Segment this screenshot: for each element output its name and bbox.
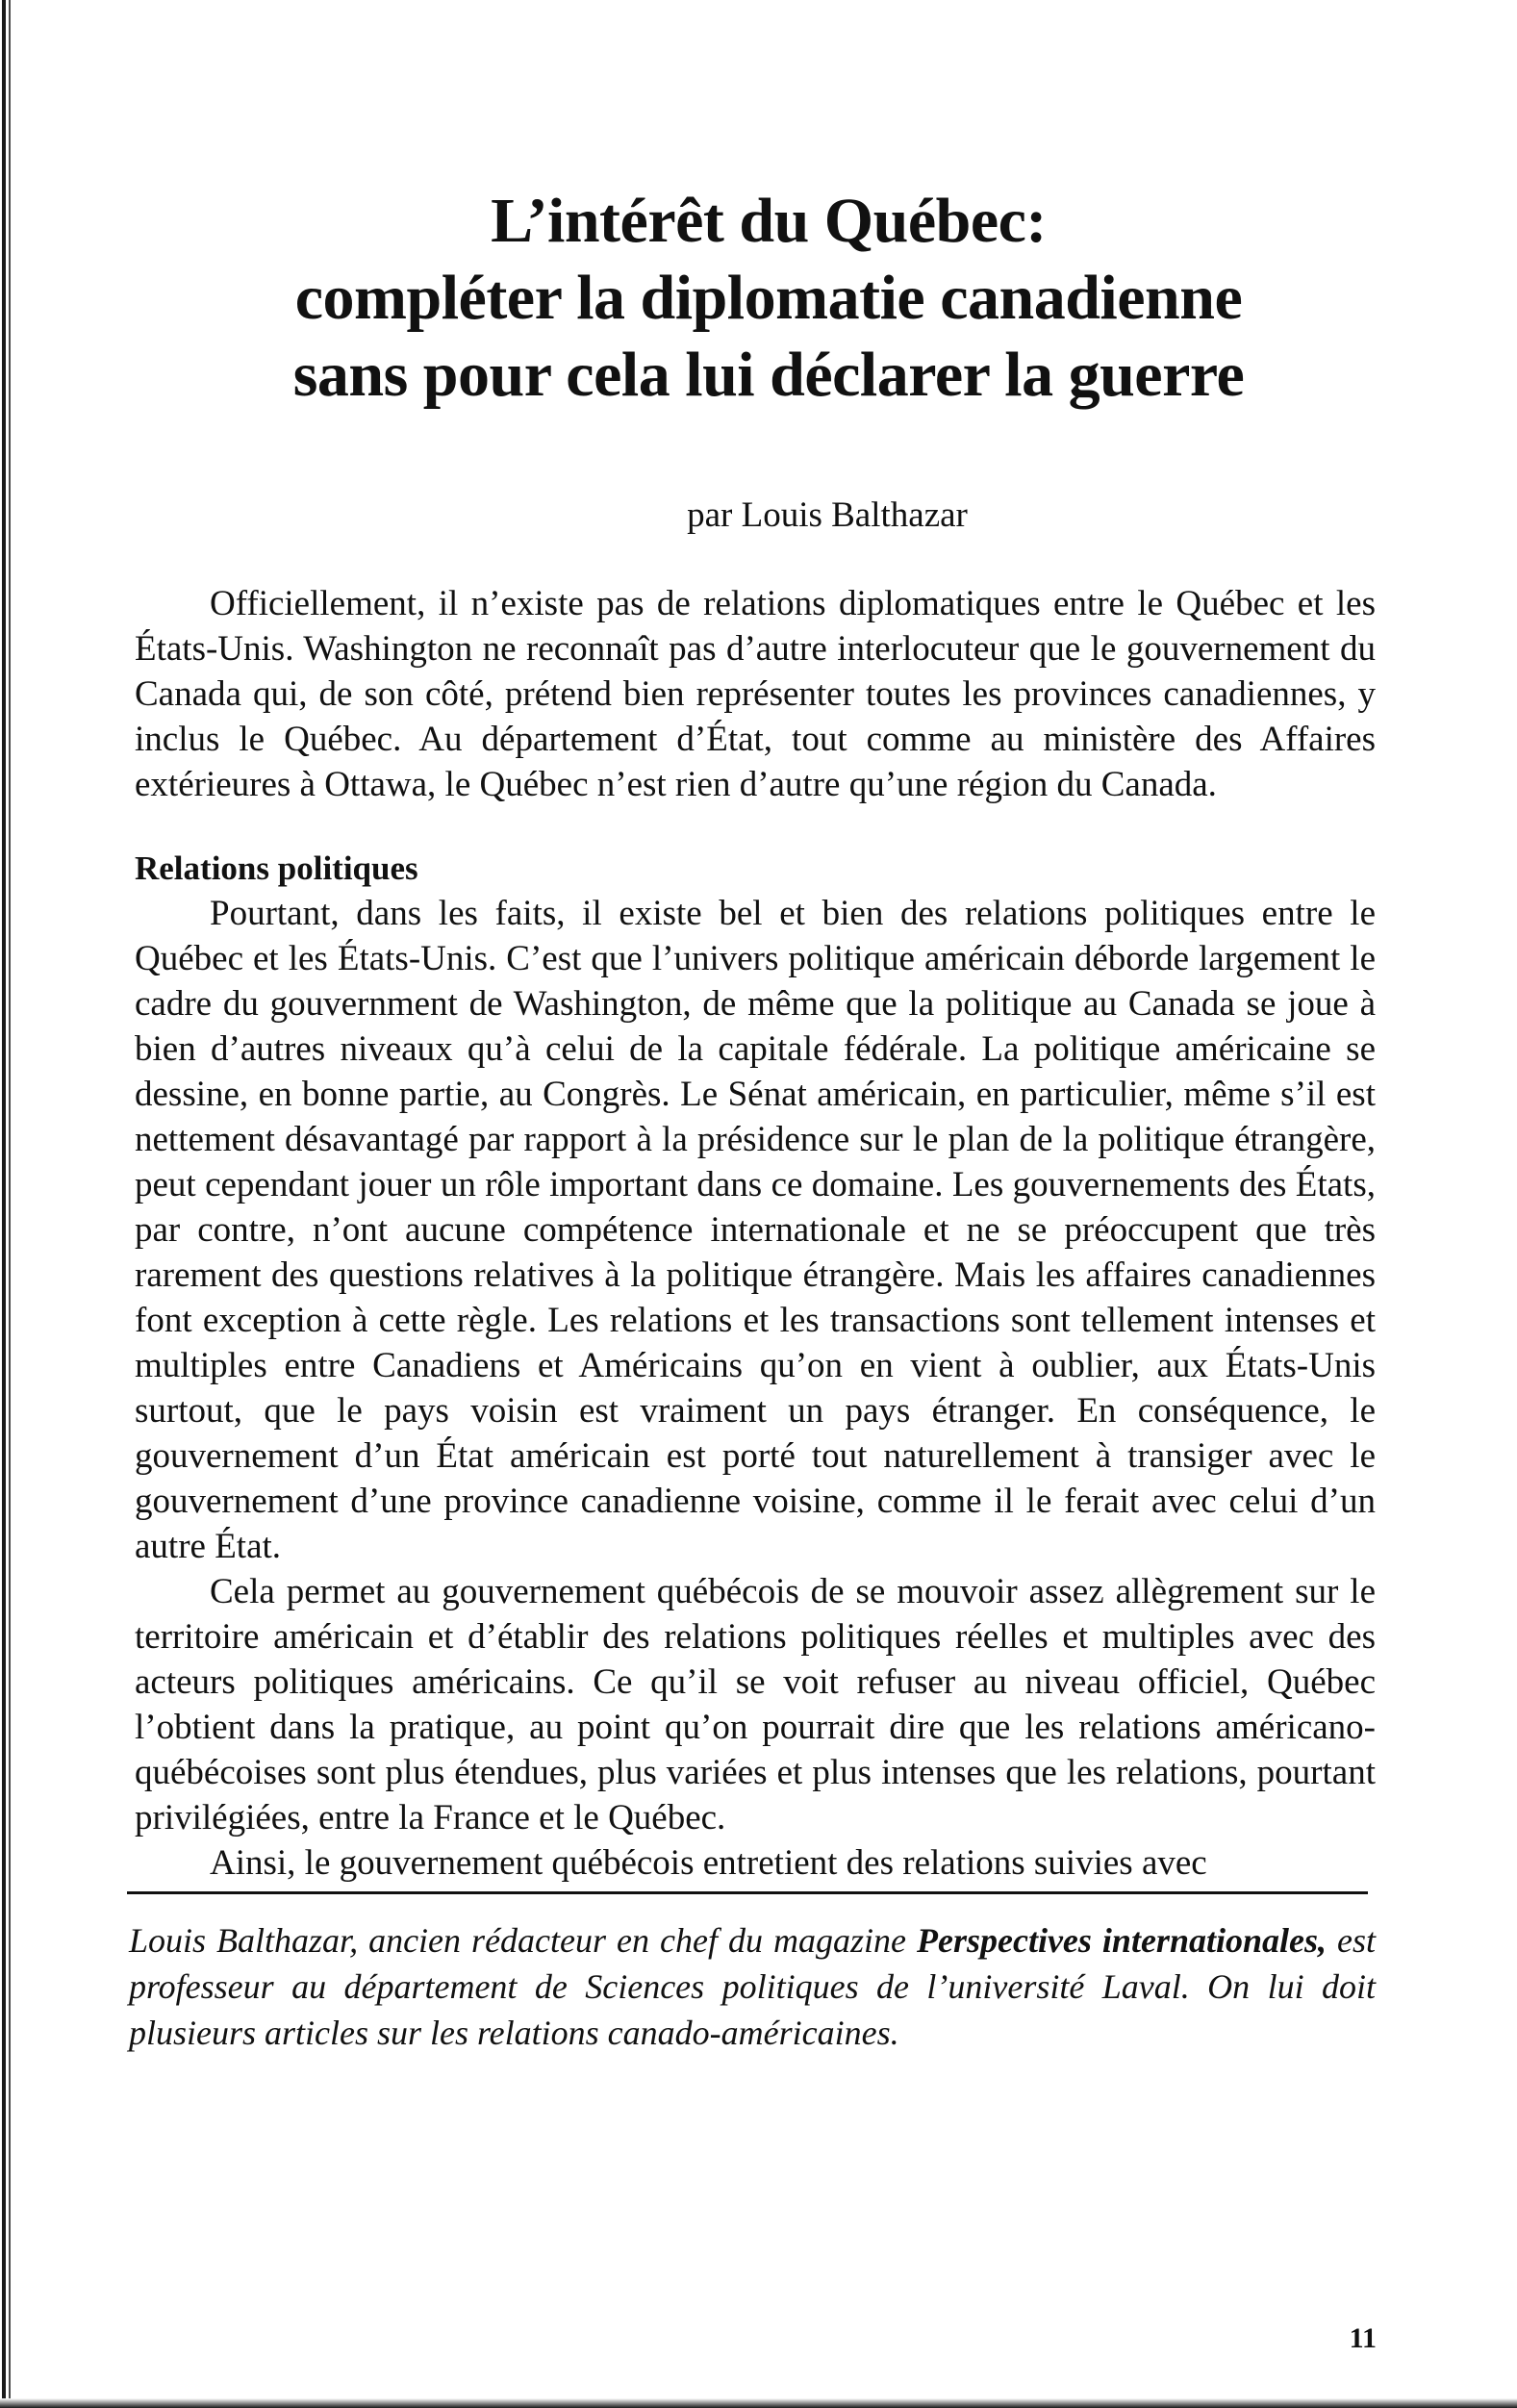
article-page — [129, 183, 1376, 2056]
body-paragraph: Ainsi, le gouvernement québécois entretient des relations suivies avec — [210, 1843, 1207, 1883]
intro-paragraph: Officiellement, il n’existe pas de relations diplomatiques entre le Québec et les États-Unis. Washington ne reconnaît pas d’autre interlocuteur que le gouvernement du Canada qui, de son côté, prétend bien représenter toutes les provinces canadiennes, y inclus le Québec. Au département d’État, tout comme au ministère des Affaires extérieures à Ottawa, le Québec n’est rien d’autre qu’une région du Canada. — [135, 584, 1376, 804]
body-paragraph: Pourtant, dans les faits, il existe bel et bien des relations politiques entre le Québec et les États-Unis. C’est que l’univers politique américain déborde largement le cadre du gouvernment de Washington, de même que la politique au Canada se joue à bien d’autres niveaux qu’à celui de la capitale fédérale. La politique américaine se dessine, en bonne partie, au Congrès. Le Sénat américain, en particulier, même s’il est nettement désavantagé par rapport à la présidence sur le plan de la politique étrangère, peut cependant jouer un rôle important dans ce domaine. Les gouvernements des États, par contre, n’ont aucune compétence internationale et ne se préoccupent que très rarement des questions relatives à la politique étrangère. Mais les affaires canadiennes font exception à cette règle. Les relations et les transactions sont tellement intenses et multiples entre Canadiens et Américains qu’on en vient à oublier, aux États-Unis surtout, que le pays voisin est vraiment un pays étranger. En conséquence, le gouvernement d’un État américain est porté tout naturellement à transiger avec le gouvernement d’une province canadienne voisine, comme il le ferait avec celui d’un autre État. — [135, 894, 1376, 1566]
title-line: L’intérêt du Québec: — [491, 186, 1047, 256]
author-footnote — [129, 1917, 1376, 2056]
title-line: compléter la diplomatie canadienne — [294, 263, 1243, 333]
scan-binding-edge — [0, 0, 13, 2408]
footnote-divider — [127, 1891, 1368, 1894]
title-line: sans pour cela lui déclarer la guerre — [292, 340, 1245, 410]
scan-bottom-edge — [0, 2398, 1517, 2408]
footnote-text: est professeur au département de Sciences politiques de l’université Laval. On lui doit plusieurs articles sur les relations canado-américaines. — [129, 1921, 1376, 2052]
article-byline: par Louis Balthazar — [687, 495, 968, 535]
article-title — [162, 183, 1376, 414]
footnote-text: Louis Balthazar, ancien rédacteur en chef du magazine — [129, 1921, 917, 1960]
article-body — [135, 581, 1376, 1886]
footnote-publication: Perspectives internationales, — [917, 1921, 1327, 1960]
binding-line — [2, 0, 6, 2408]
body-paragraph: Cela permet au gouvernement québécois de se mouvoir assez allègrement sur le territoire américain et d’établir des relations politiques réelles et multiples avec des acteurs politiques américains. Ce qu’il se voit refuser au niveau officiel, Québec l’obtient dans la pratique, au point qu’on pourrait dire que les relations américano-québécoises sont plus étendues, plus variées et plus intenses que les relations, pourtant privilégiées, entre la France et le Québec. — [135, 1572, 1376, 1838]
page-number: 11 — [1349, 2322, 1377, 2354]
section-heading: Relations politiques — [135, 849, 418, 887]
binding-line — [9, 0, 11, 2408]
